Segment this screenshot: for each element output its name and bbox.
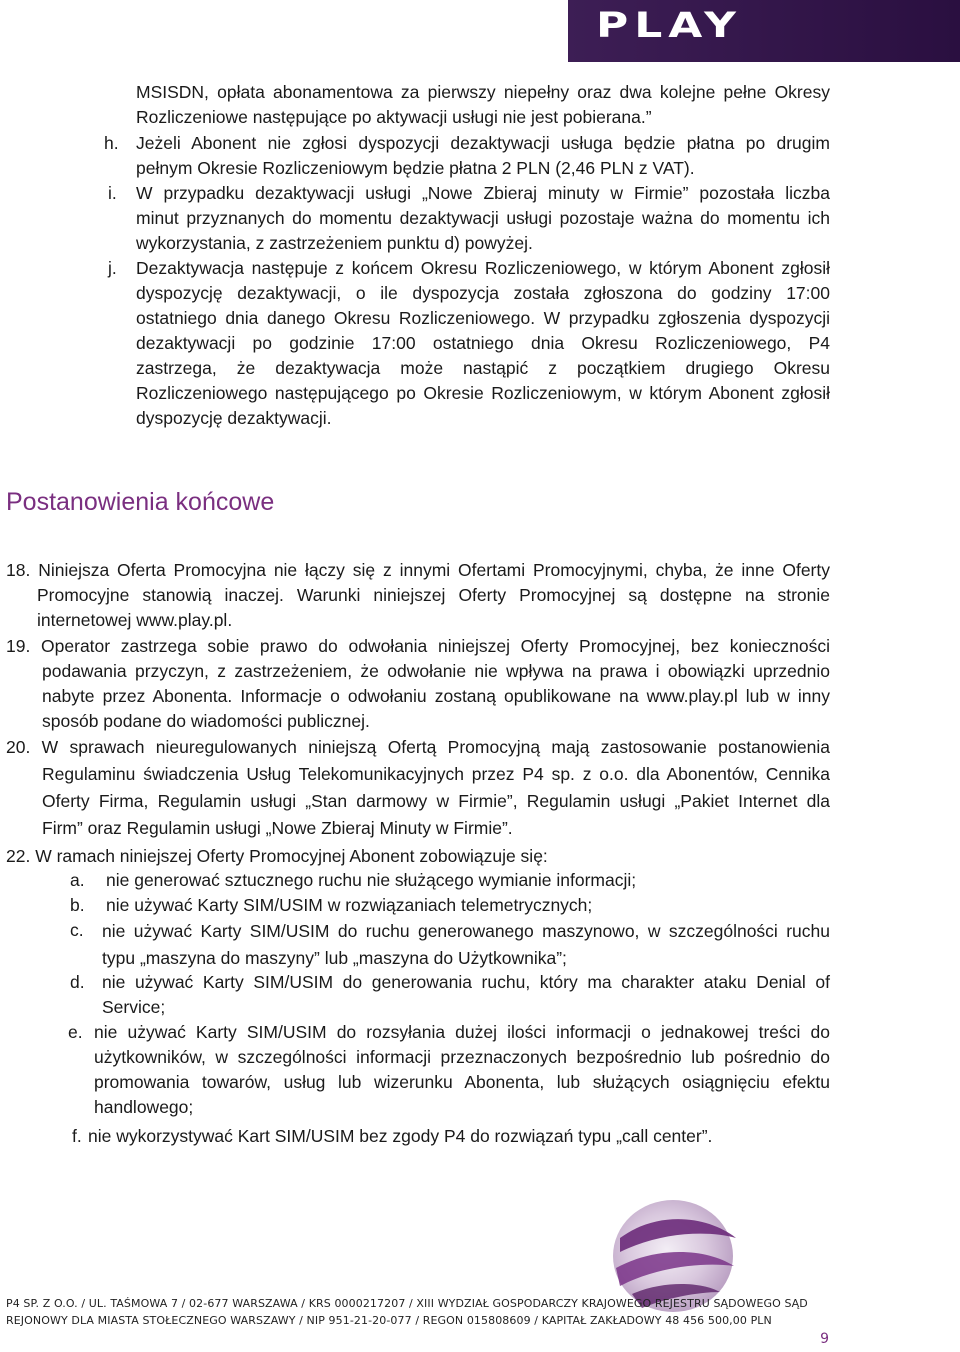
footer-line: P4 SP. Z O.O. / UL. TAŚMOWA 7 / 02-677 WARSZAWA / KRS 0000217207 / XIII WYDZIAŁ GOSPODARCZY KRAJOWEGO REJESTRU SĄDOWEGO SĄD	[6, 1297, 808, 1310]
text-line: sposób podane do wiadomości publicznej.	[42, 711, 370, 731]
sub-item-e	[94, 1020, 830, 1120]
list-item-i	[136, 181, 830, 256]
text-line: W przypadku dezaktywacji usługi „Nowe Zbieraj minuty w Firmie” pozostała liczba	[136, 183, 830, 203]
text-line: Oferty Firma, Regulamin usługi „Stan darmowy w Firmie”, Regulamin usługi „Pakiet Internet dla	[42, 791, 830, 811]
text-line: typu „maszyna do maszyny” lub „maszyna do Użytkownika”;	[102, 948, 567, 968]
text-line: internetowej www.play.pl.	[37, 610, 233, 630]
text-line: nie używać Karty SIM/USIM do rozsyłania dużej ilości informacji o jednakowej treści do	[94, 1022, 830, 1042]
text-line: użytkowników, w szczególności informacji przeznaczonych bezpośrednio lub pośrednio do	[94, 1047, 830, 1067]
text-line: 18. Niniejsza Oferta Promocyjna nie łączy się z innymi Ofertami Promocyjnymi, chyba, że inne Oferty	[6, 560, 830, 580]
text-line: pełnym Okresie Rozliczeniowym będzie płatna 2 PLN (2,46 PLN z VAT).	[136, 158, 695, 178]
text-line: 20. W sprawach nieuregulowanych niniejszą Ofertą Promocyjną mają zastosowanie postanowienia	[6, 737, 830, 757]
text-line: 22. W ramach niniejszej Oferty Promocyjnej Abonent zobowiązuje się:	[6, 846, 548, 866]
text-line: podawania przyczyn, z zastrzeżeniem, że odwołanie nie wpływa na prawa i obowiązki uprzednio	[42, 661, 830, 681]
sub-item-f	[88, 1124, 830, 1149]
text-line: Rozliczeniowego następującego po Okresie Rozliczeniowym, w którym Abonent zgłosił	[136, 383, 830, 403]
text-line: dyspozycję dezaktywacji, o ile dyspozycja została zgłoszona do godziny 17:00	[136, 283, 830, 303]
text-line: handlowego;	[94, 1097, 194, 1117]
point-22	[6, 844, 830, 869]
text-line: nie używać Karty SIM/USIM do generowania ruchu, który ma charakter ataku Denial of	[102, 972, 830, 992]
page-number: 9	[820, 1331, 829, 1347]
text-line: wykorzystania, z zastrzeżeniem punktu d) powyżej.	[136, 233, 533, 253]
text-line: nie wykorzystywać Kart SIM/USIM bez zgody P4 do rozwiązań typu „call center”.	[88, 1126, 713, 1146]
sub-item-b	[106, 893, 830, 918]
text-line: nie używać Karty SIM/USIM w rozwiązaniach telemetrycznych;	[106, 895, 593, 915]
text-line: Dezaktywacja następuje z końcem Okresu Rozliczeniowego, w którym Abonent zgłosił	[136, 258, 830, 278]
text-line: zastrzega, że dezaktywacja może nastąpić z początkiem drugiego Okresu	[136, 358, 830, 378]
sub-item-marker: c.	[70, 920, 84, 940]
play-logo: PLAY	[596, 6, 742, 46]
text-line: nie generować sztucznego ruchu nie służącego wymianie informacji;	[106, 870, 637, 890]
text-line: dezaktywacji po godzinie 17:00 ostatniego dnia Okresu Rozliczeniowego, P4	[136, 333, 830, 353]
sub-item-marker: d.	[70, 972, 85, 992]
item-marker: h.	[104, 133, 119, 153]
footer-line: REJONOWY DLA MIASTA STOŁECZNEGO WARSZAWY / NIP 951-21-20-077 / REGON 015808609 / KAPITAŁ ZAKŁADOWY 48 456 500,00 PLN	[6, 1314, 772, 1327]
item-marker: i.	[108, 183, 117, 203]
text-line: Promocyjne stanowią inaczej. Warunki niniejszej Oferty Promocyjnej są dostępne na stronie	[37, 585, 830, 605]
section-heading: Postanowienia końcowe	[6, 488, 275, 516]
text-line: Rozliczeniowe następujące po aktywacji usługi nie jest pobierana.”	[136, 107, 652, 127]
continuation-paragraph	[136, 80, 830, 130]
text-line: 19. Operator zastrzega sobie prawo do odwołania niniejszej Oferty Promocyjnej, bez konieczności	[6, 636, 830, 656]
sub-item-d	[102, 970, 830, 1020]
text-line: nie używać Karty SIM/USIM do ruchu generowanego maszynowo, w szczególności ruchu	[102, 921, 830, 941]
list-item-j	[136, 256, 830, 431]
sub-item-c	[102, 918, 830, 972]
sub-item-marker: a.	[70, 870, 85, 890]
text-line: MSISDN, opłata abonamentowa za pierwszy niepełny oraz dwa kolejne pełne Okresy	[136, 82, 830, 102]
text-line: promowania towarów, usług lub wizerunku Abonenta, lub służących osiągnięciu efektu	[94, 1072, 830, 1092]
sub-item-a	[106, 868, 830, 893]
item-marker: j.	[108, 258, 117, 278]
text-line: dyspozycję dezaktywacji.	[136, 408, 332, 428]
point-20	[6, 734, 830, 842]
point-18	[6, 558, 830, 633]
text-line: ostatniego dnia danego Okresu Rozliczeniowego. W przypadku zgłoszenia dyspozycji	[136, 308, 830, 328]
point-19	[6, 634, 830, 734]
sub-item-marker: f.	[72, 1126, 82, 1146]
text-line: Jeżeli Abonent nie zgłosi dyspozycji dezaktywacji usługa będzie płatna po drugim	[136, 133, 830, 153]
text-line: nabyte przez Abonenta. Informacje o odwołaniu zostaną opublikowane na www.play.pl lub w inny	[42, 686, 830, 706]
text-line: Firm” oraz Regulamin usługi „Nowe Zbieraj Minuty w Firmie”.	[42, 818, 513, 838]
text-line: Regulaminu świadczenia Usług Telekomunikacyjnych przez P4 sp. z o.o. dla Abonentów, Cennika	[42, 764, 830, 784]
text-line: Service;	[102, 997, 166, 1017]
sub-item-marker: e.	[68, 1022, 83, 1042]
text-line: minut przyznanych do momentu dezaktywacji usługi pozostaje ważna do momentu ich	[136, 208, 830, 228]
sub-item-marker: b.	[70, 895, 85, 915]
list-item-h	[136, 131, 830, 181]
